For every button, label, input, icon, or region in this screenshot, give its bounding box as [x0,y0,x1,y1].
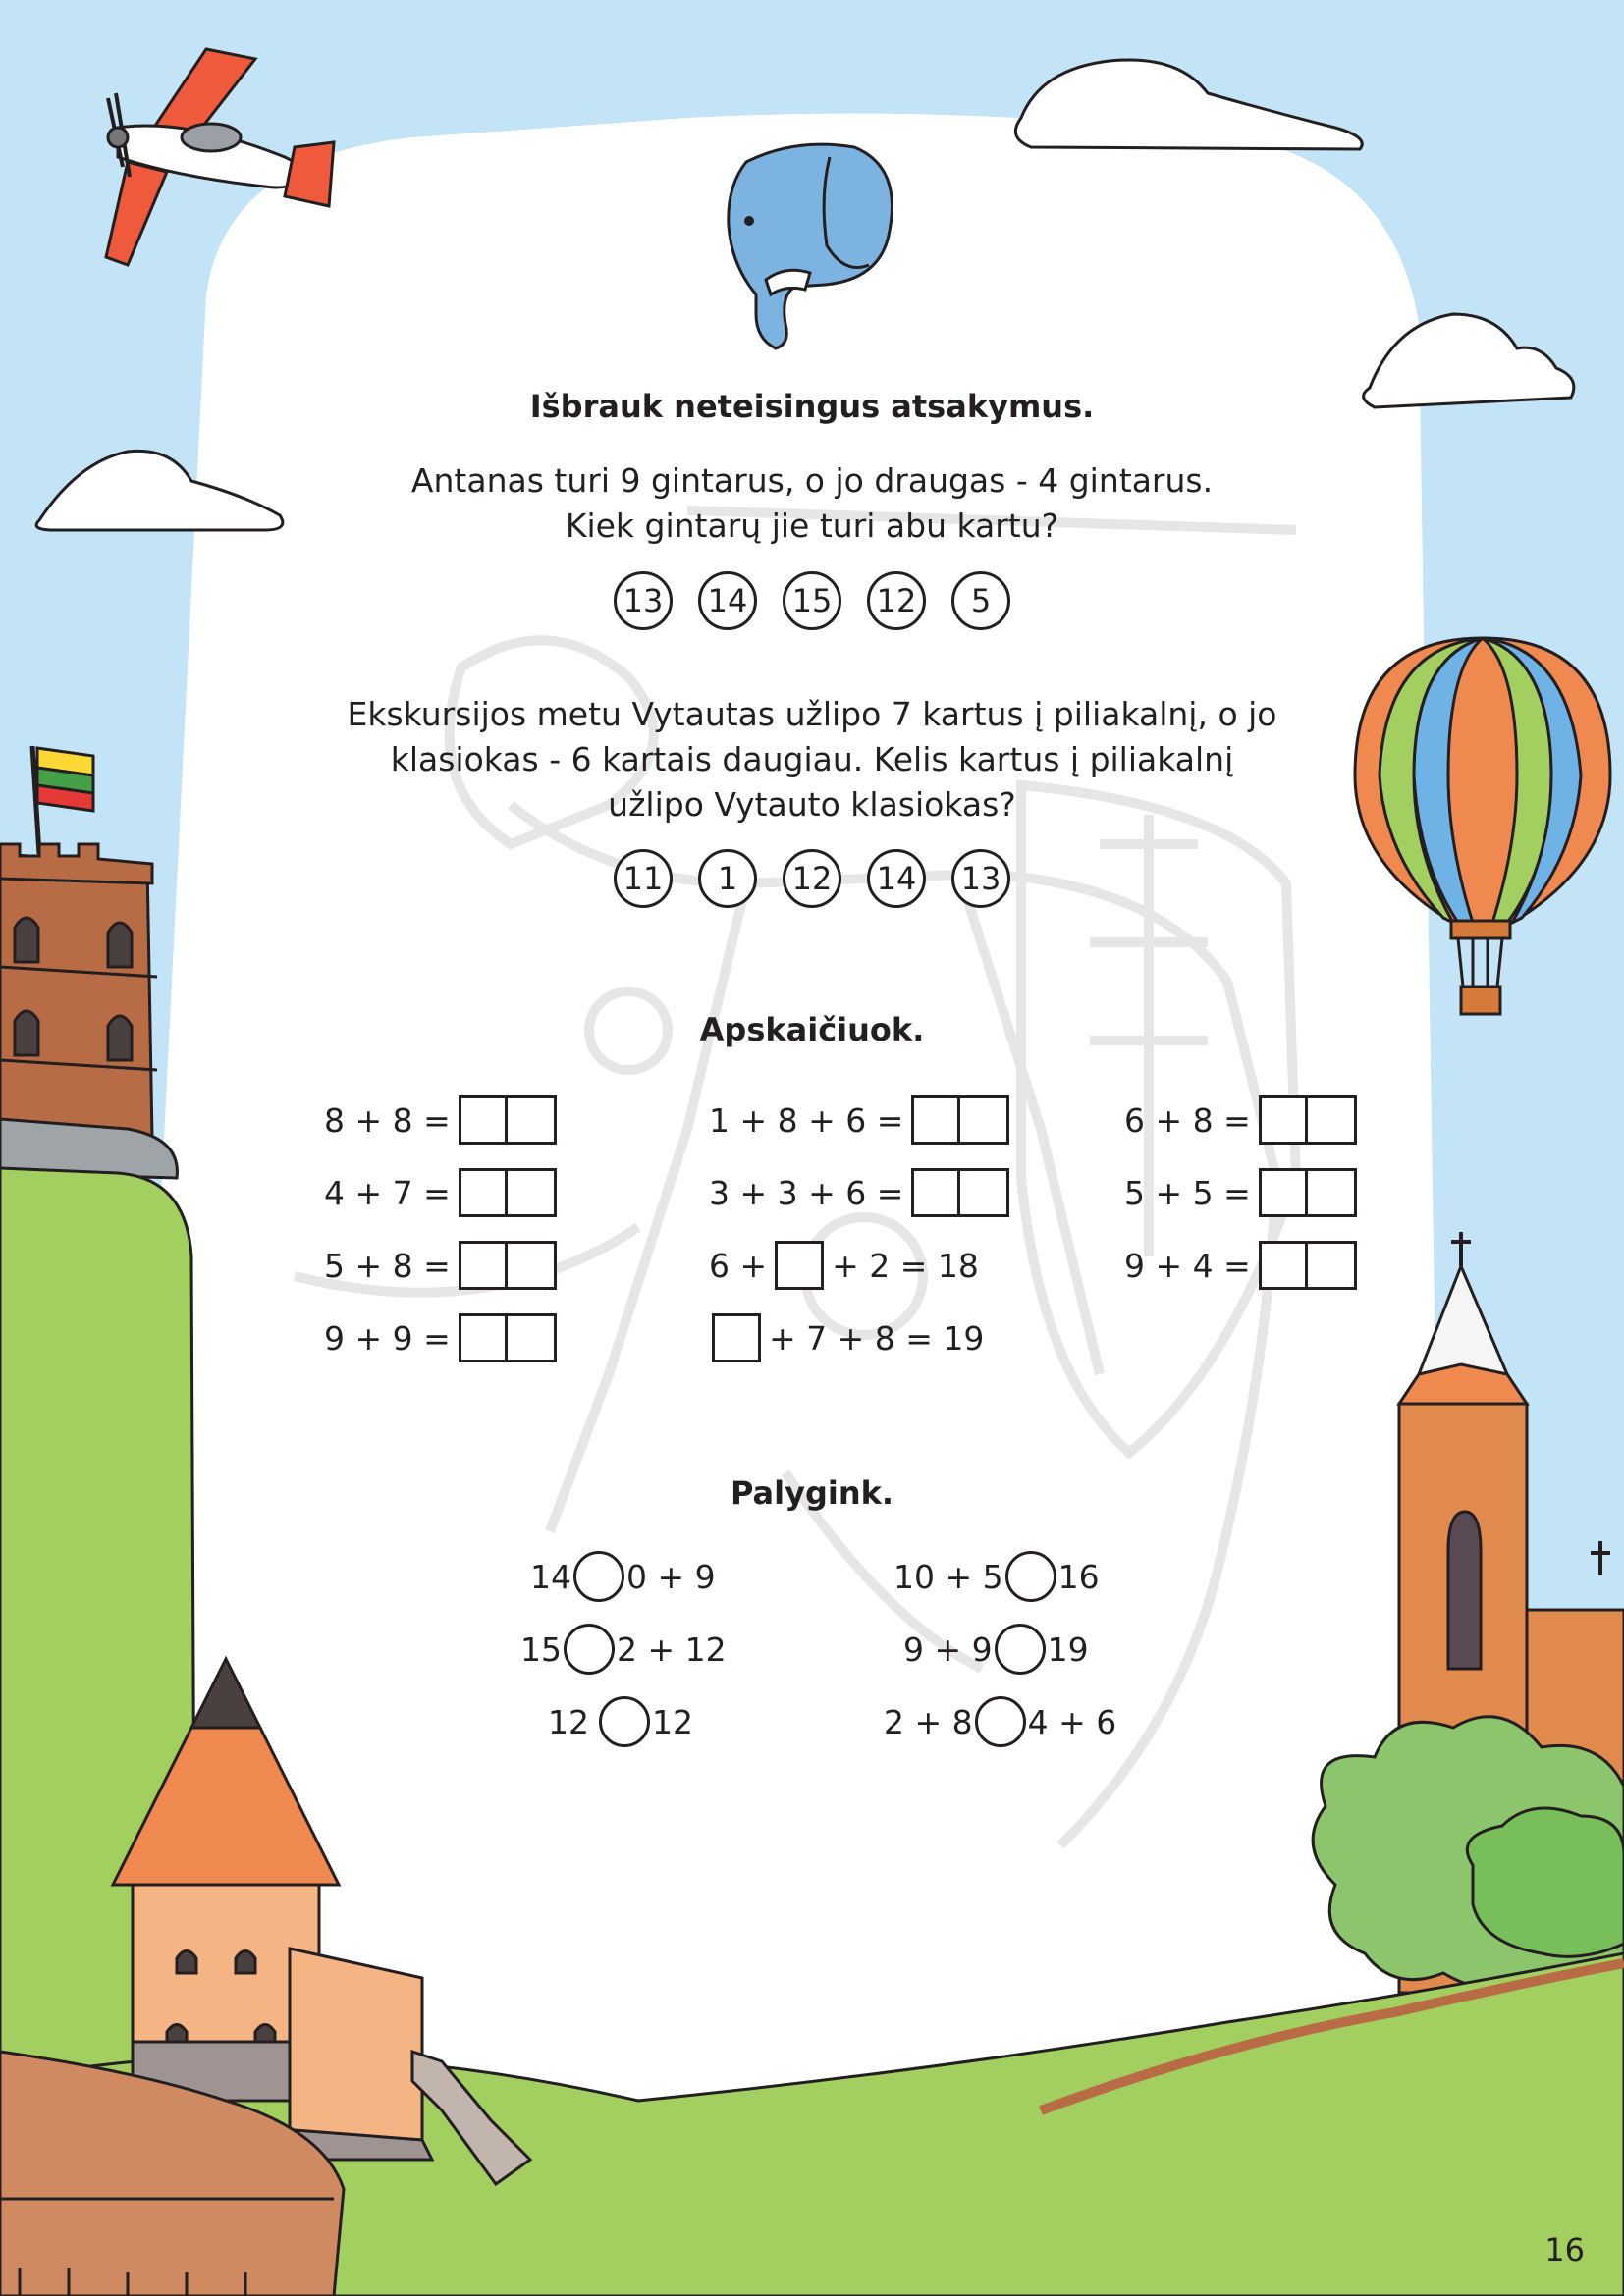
calc-equation [709,1095,1009,1146]
compare-circle[interactable] [995,1624,1046,1675]
compare-row [893,1549,1100,1604]
equation-text: 5 + 5 = [1124,1173,1251,1212]
calc-equation [324,1167,557,1218]
calc-equation [1124,1095,1357,1146]
question1-line: Antanas turi 9 gintarus, o jo draugas - 4 gintarus. [410,461,1214,500]
equation-text: + 2 = 18 [832,1246,979,1285]
answer-box[interactable] [1259,1095,1308,1145]
answer-option[interactable]: 15 [783,571,841,630]
compare-left: 9 + 9 [903,1629,993,1669]
equation-text: 6 + [709,1246,768,1285]
equation-text: 5 + 8 = [324,1246,451,1285]
answer-box[interactable] [508,1313,557,1362]
question2-text [0,692,1624,828]
answer-box[interactable] [1308,1168,1357,1217]
calc-equation [324,1312,557,1363]
calc-equation [1124,1240,1357,1291]
calc-equation [1124,1167,1357,1218]
answer-option[interactable]: 13 [614,571,673,630]
question1-text [0,458,1624,549]
page-number: 16 [1544,2231,1585,2269]
equation-text: 1 + 8 + 6 = [709,1100,904,1140]
answer-option[interactable]: 1 [698,849,757,908]
answer-box[interactable] [960,1095,1009,1145]
calc-equation-missing [709,1240,979,1291]
answer-option[interactable]: 14 [867,849,926,908]
answer-option[interactable]: 12 [867,571,926,630]
compare-circle[interactable] [1005,1551,1056,1602]
compare-left: 14 [530,1557,571,1596]
answer-option[interactable]: 13 [951,849,1010,908]
compare-row [903,1622,1089,1677]
compare-circle[interactable] [573,1551,624,1602]
answer-box[interactable] [459,1168,508,1217]
answer-box[interactable] [1308,1095,1357,1145]
compare-right: 16 [1057,1557,1100,1596]
compare-right: 19 [1047,1629,1089,1669]
compare-left: 2 + 8 [884,1702,973,1741]
calc-equation [324,1095,557,1146]
answer-option[interactable]: 12 [783,849,841,908]
calc-equation [709,1167,1009,1218]
answer-box[interactable] [508,1095,557,1145]
calc-equation [324,1240,557,1291]
answer-box[interactable] [1259,1168,1308,1217]
answer-box[interactable] [459,1095,508,1145]
equation-text: 4 + 7 = [324,1173,451,1212]
compare-left: 12 [548,1702,589,1741]
compare-right: 12 [652,1702,693,1741]
answer-option[interactable]: 5 [951,571,1010,630]
answer-option[interactable]: 14 [698,571,757,630]
equation-text: 6 + 8 = [1124,1100,1251,1140]
answer-box[interactable] [459,1241,508,1290]
answer-box[interactable] [775,1241,824,1290]
question2-line: klasiokas - 6 kartais daugiau. Kelis kartus į piliakalnį [390,740,1234,778]
answer-box[interactable] [911,1095,960,1145]
equation-text: 9 + 4 = [1124,1246,1251,1285]
equation-text: 8 + 8 = [324,1100,451,1140]
answer-box[interactable] [1259,1241,1308,1290]
question2-line: Ekskursijos metu Vytautas užlipo 7 kartus į piliakalnį, o jo [347,695,1277,733]
question1-line: Kiek gintarų jie turi abu kartu? [565,507,1059,545]
answer-box[interactable] [712,1313,761,1362]
answer-box[interactable] [911,1168,960,1217]
compare-right: 4 + 6 [1027,1702,1117,1741]
question2-line: užlipo Vytauto klasiokas? [608,785,1016,824]
calculate-title: Apskaičiuok. [699,1011,925,1048]
compare-left: 15 [520,1629,562,1669]
answer-box[interactable] [508,1168,557,1217]
compare-right: 2 + 12 [617,1629,727,1669]
question2-options [0,849,1624,908]
answer-box[interactable] [1308,1241,1357,1290]
equation-text: + 7 + 8 = 19 [769,1318,985,1358]
compare-row [548,1694,693,1749]
equation-text: 3 + 3 + 6 = [709,1173,904,1212]
compare-left: 10 + 5 [893,1557,1003,1596]
answer-option[interactable]: 11 [614,849,673,908]
compare-right: 0 + 9 [626,1557,716,1596]
compare-circle[interactable] [975,1696,1026,1747]
question1-options [0,571,1624,630]
answer-box[interactable] [508,1241,557,1290]
compare-circle[interactable] [564,1624,615,1675]
compare-row [520,1622,727,1677]
calc-equation-missing [712,1312,984,1363]
equation-text: 9 + 9 = [324,1318,451,1358]
compare-circle[interactable] [599,1696,650,1747]
answer-box[interactable] [459,1313,508,1362]
answer-box[interactable] [960,1168,1009,1217]
compare-title: Palygink. [730,1474,894,1512]
compare-row [530,1549,716,1604]
compare-row [884,1694,1116,1749]
cross-out-title: Išbrauk neteisingus atsakymus. [529,388,1095,425]
